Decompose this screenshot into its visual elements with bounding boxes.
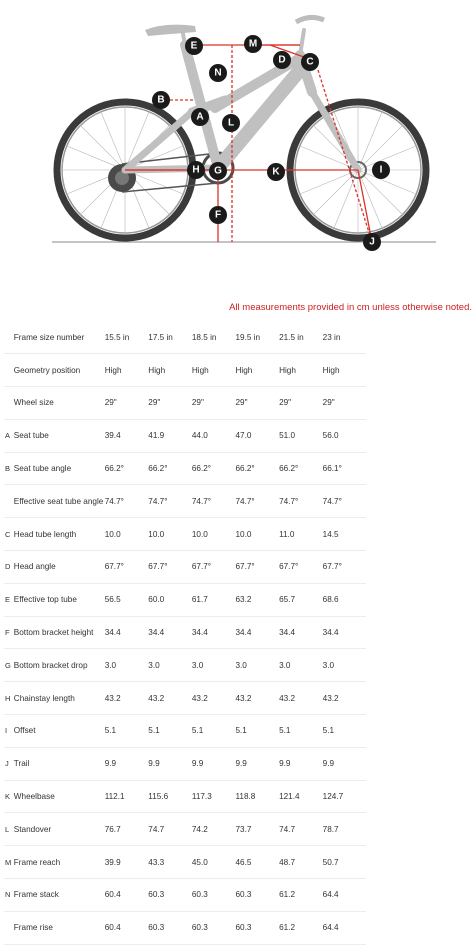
table-row: [4, 583, 366, 616]
table-cell: 61.2: [279, 911, 323, 944]
table-cell: 34.4: [279, 616, 323, 649]
table-cell: 9.9: [279, 747, 323, 780]
table-cell: 44.0: [192, 419, 236, 452]
svg-text:M: M: [248, 38, 258, 50]
table-row: [4, 354, 366, 387]
table-cell: 74.7°: [323, 485, 366, 518]
table-cell: 9.9: [192, 747, 236, 780]
table-cell: 43.2: [323, 682, 366, 715]
table-cell: 5.1: [148, 715, 192, 748]
table-cell: 74.7°: [235, 485, 279, 518]
table-cell: 67.7°: [148, 551, 192, 584]
table-cell: 19.5 in: [235, 321, 279, 354]
table-cell: 43.2: [235, 682, 279, 715]
callout-a: [191, 108, 209, 126]
table-cell: 3.0: [279, 649, 323, 682]
table-cell: 66.2°: [148, 452, 192, 485]
measurement-letter: J: [4, 747, 14, 780]
table-row: [4, 321, 366, 354]
measurement-lines: [125, 45, 372, 242]
measurement-label: Effective top tube: [14, 583, 105, 616]
table-cell: 68.6: [323, 583, 366, 616]
table-cell: 43.2: [105, 682, 149, 715]
svg-text:C: C: [306, 56, 314, 68]
table-cell: 5.1: [105, 715, 149, 748]
table-row: [4, 911, 366, 944]
table-cell: 67.7°: [323, 551, 366, 584]
svg-text:J: J: [369, 236, 375, 248]
table-cell: 3.0: [323, 649, 366, 682]
table-cell: 112.1: [105, 780, 149, 813]
table-cell: 64.4: [323, 879, 366, 912]
table-cell: 5.1: [192, 715, 236, 748]
table-cell: 60.3: [148, 911, 192, 944]
table-cell: 5.1: [279, 715, 323, 748]
table-cell: 60.4: [105, 911, 149, 944]
table-cell: 34.4: [105, 616, 149, 649]
table-cell: 29": [192, 387, 236, 420]
table-cell: 17.5 in: [148, 321, 192, 354]
table-cell: High: [192, 354, 236, 387]
svg-text:F: F: [214, 209, 222, 221]
table-row: [4, 518, 366, 551]
table-cell: 60.4: [105, 879, 149, 912]
measurement-letter: [4, 387, 14, 420]
saddle: [145, 25, 196, 36]
table-cell: 78.7: [323, 813, 366, 846]
table-cell: 3.0: [105, 649, 149, 682]
measurement-label: Head angle: [14, 551, 105, 584]
table-cell: High: [235, 354, 279, 387]
callout-d: [273, 51, 291, 69]
table-cell: 121.4: [279, 780, 323, 813]
bike-geometry-diagram: [0, 0, 474, 260]
table-cell: 50.7: [323, 846, 366, 879]
measurement-label: Frame reach: [14, 846, 105, 879]
table-row: [4, 879, 366, 912]
table-cell: 29": [323, 387, 366, 420]
measurement-letter: N: [4, 879, 14, 912]
table-cell: 67.7°: [105, 551, 149, 584]
table-cell: 43.2: [279, 682, 323, 715]
table-cell: 9.9: [235, 747, 279, 780]
callout-l: [222, 114, 240, 132]
table-cell: 67.7°: [192, 551, 236, 584]
measurement-letter: A: [4, 419, 14, 452]
table-cell: 15.5 in: [105, 321, 149, 354]
svg-text:I: I: [379, 164, 383, 176]
measurement-letter: [4, 485, 14, 518]
table-cell: 34.4: [192, 616, 236, 649]
measurement-label: Bottom bracket drop: [14, 649, 105, 682]
svg-text:H: H: [192, 164, 200, 176]
table-cell: 45.0: [192, 846, 236, 879]
callout-j: [363, 233, 381, 251]
table-row: [4, 846, 366, 879]
table-cell: 63.2: [235, 583, 279, 616]
table-cell: 61.2: [279, 879, 323, 912]
table-cell: 56.5: [105, 583, 149, 616]
table-cell: 60.3: [235, 879, 279, 912]
measurement-letter: E: [4, 583, 14, 616]
svg-text:G: G: [214, 165, 222, 177]
table-cell: 3.0: [192, 649, 236, 682]
table-cell: 48.7: [279, 846, 323, 879]
table-cell: 73.7: [235, 813, 279, 846]
measurement-label: Offset: [14, 715, 105, 748]
table-cell: 5.1: [323, 715, 366, 748]
table-cell: High: [105, 354, 149, 387]
table-cell: 66.2°: [279, 452, 323, 485]
table-row: [4, 747, 366, 780]
callout-h: [187, 161, 205, 179]
table-cell: 3.0: [148, 649, 192, 682]
measurement-letter: L: [4, 813, 14, 846]
svg-text:N: N: [214, 67, 222, 79]
measurement-letter: [4, 354, 14, 387]
table-cell: 51.0: [279, 419, 323, 452]
svg-text:A: A: [196, 111, 204, 123]
table-cell: 124.7: [323, 780, 366, 813]
table-row: [4, 649, 366, 682]
table-cell: 29": [105, 387, 149, 420]
measurement-label: Seat tube angle: [14, 452, 105, 485]
table-cell: 18.5 in: [192, 321, 236, 354]
measurement-label: Trail: [14, 747, 105, 780]
measurement-label: Frame stack: [14, 879, 105, 912]
table-row: [4, 551, 366, 584]
table-cell: 39.4: [105, 419, 149, 452]
table-cell: 76.7: [105, 813, 149, 846]
table-row: [4, 616, 366, 649]
table-cell: High: [323, 354, 366, 387]
measurement-label: Frame rise: [14, 911, 105, 944]
measurement-letter: M: [4, 846, 14, 879]
measurement-label: Bottom bracket height: [14, 616, 105, 649]
table-row: [4, 780, 366, 813]
table-cell: 29": [279, 387, 323, 420]
handlebar: [296, 17, 324, 22]
table-cell: 9.9: [323, 747, 366, 780]
table-cell: 60.3: [235, 911, 279, 944]
table-cell: 11.0: [279, 518, 323, 551]
measurement-label: Effective seat tube angle: [14, 485, 105, 518]
geometry-table: [4, 321, 366, 945]
table-cell: 65.7: [279, 583, 323, 616]
table-cell: 61.7: [192, 583, 236, 616]
table-cell: 66.2°: [235, 452, 279, 485]
table-cell: 60.3: [148, 879, 192, 912]
svg-text:E: E: [190, 40, 198, 52]
table-cell: 23 in: [323, 321, 366, 354]
table-cell: 74.7°: [105, 485, 149, 518]
measurement-label: Standover: [14, 813, 105, 846]
measurement-letter: I: [4, 715, 14, 748]
measurement-label: Frame size number: [14, 321, 105, 354]
table-cell: 34.4: [235, 616, 279, 649]
table-cell: 56.0: [323, 419, 366, 452]
callout-i: [372, 161, 390, 179]
table-cell: High: [279, 354, 323, 387]
table-cell: 60.0: [148, 583, 192, 616]
table-cell: 74.7°: [192, 485, 236, 518]
measurement-letter: F: [4, 616, 14, 649]
table-row: [4, 813, 366, 846]
table-cell: 3.0: [235, 649, 279, 682]
measurement-label: Wheel size: [14, 387, 105, 420]
table-cell: 60.3: [192, 911, 236, 944]
table-cell: 10.0: [148, 518, 192, 551]
table-cell: 14.5: [323, 518, 366, 551]
table-cell: 9.9: [105, 747, 149, 780]
svg-text:D: D: [278, 54, 286, 66]
table-cell: 29": [148, 387, 192, 420]
table-cell: 67.7°: [235, 551, 279, 584]
table-row: [4, 419, 366, 452]
svg-text:K: K: [272, 166, 280, 178]
callout-g: [209, 162, 227, 180]
measurement-letter: G: [4, 649, 14, 682]
table-cell: 64.4: [323, 911, 366, 944]
measurement-letter: [4, 911, 14, 944]
table-cell: 66.2°: [192, 452, 236, 485]
callout-n: [209, 64, 227, 82]
table-cell: 10.0: [192, 518, 236, 551]
table-cell: 66.1°: [323, 452, 366, 485]
table-cell: 29": [235, 387, 279, 420]
table-cell: High: [148, 354, 192, 387]
table-cell: 41.9: [148, 419, 192, 452]
table-cell: 43.2: [192, 682, 236, 715]
measurement-letter: D: [4, 551, 14, 584]
table-cell: 39.9: [105, 846, 149, 879]
table-cell: 118.8: [235, 780, 279, 813]
table-cell: 21.5 in: [279, 321, 323, 354]
measurement-letter: C: [4, 518, 14, 551]
table-cell: 117.3: [192, 780, 236, 813]
table-cell: 10.0: [235, 518, 279, 551]
measurement-label: Wheelbase: [14, 780, 105, 813]
measurement-letter: B: [4, 452, 14, 485]
measurement-letter: K: [4, 780, 14, 813]
table-cell: 60.3: [192, 879, 236, 912]
table-cell: 34.4: [323, 616, 366, 649]
table-cell: 66.2°: [105, 452, 149, 485]
table-row: [4, 452, 366, 485]
table-cell: 115.6: [148, 780, 192, 813]
table-cell: 74.2: [192, 813, 236, 846]
table-cell: 74.7°: [148, 485, 192, 518]
svg-text:L: L: [227, 117, 235, 129]
callout-b: [152, 91, 170, 109]
measurement-label: Seat tube: [14, 419, 105, 452]
callout-m: [244, 35, 262, 53]
table-cell: 74.7: [148, 813, 192, 846]
table-cell: 5.1: [235, 715, 279, 748]
table-cell: 34.4: [148, 616, 192, 649]
callout-k: [267, 163, 285, 181]
table-cell: 67.7°: [279, 551, 323, 584]
table-cell: 74.7: [279, 813, 323, 846]
measurement-label: Geometry position: [14, 354, 105, 387]
table-row: [4, 485, 366, 518]
measurement-letter: H: [4, 682, 14, 715]
table-cell: 43.3: [148, 846, 192, 879]
callout-e: [185, 37, 203, 55]
callout-f: [209, 206, 227, 224]
table-row: [4, 387, 366, 420]
table-cell: 47.0: [235, 419, 279, 452]
callout-c: [301, 53, 319, 71]
table-cell: 10.0: [105, 518, 149, 551]
table-cell: 46.5: [235, 846, 279, 879]
measurement-label: Chainstay length: [14, 682, 105, 715]
table-cell: 43.2: [148, 682, 192, 715]
table-row: [4, 682, 366, 715]
table-cell: 74.7°: [279, 485, 323, 518]
svg-text:B: B: [157, 94, 165, 106]
measurement-label: Head tube length: [14, 518, 105, 551]
units-note: All measurements provided in cm unless otherwise noted.: [229, 302, 472, 313]
measurement-letter: [4, 321, 14, 354]
table-cell: 9.9: [148, 747, 192, 780]
table-row: [4, 715, 366, 748]
